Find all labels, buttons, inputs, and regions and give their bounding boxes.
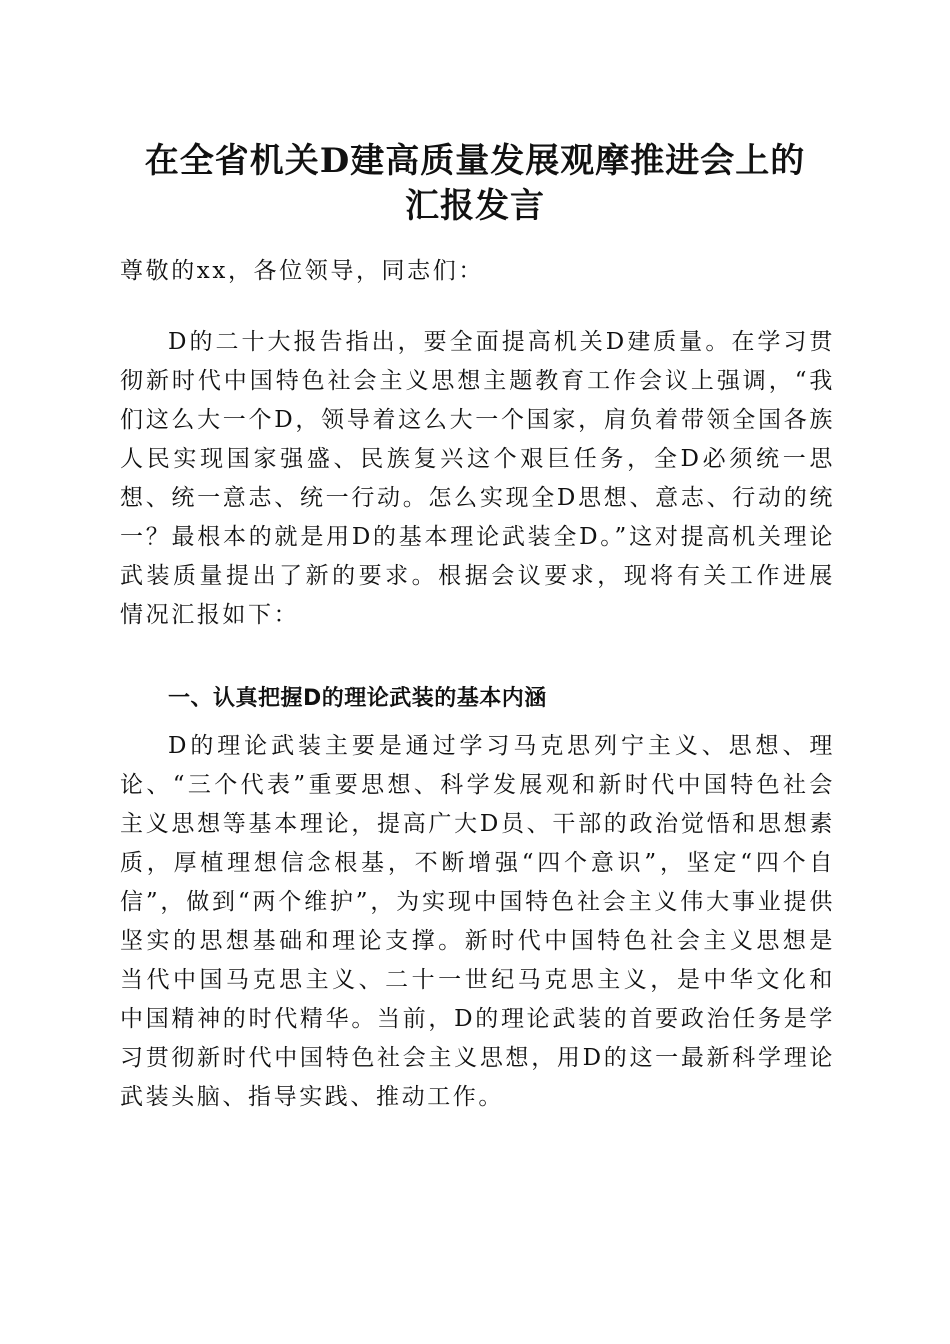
document-title-line-2: 汇报发言: [405, 186, 545, 226]
paragraph-section-1: D的理论武装主要是通过学习马克思列宁主义、思想、理论、“三个代表”重要思想、科学发展观和新时代中国特色社会主义思想等基本理论，提高广大D员、干部的政治觉悟和思想素质，厚植理想信念根基，不断增强“四个意识”，坚定“四个自信”，做到“两个维护”，为实现中国特色社会主义伟大事业提供坚实的思想基础和理论支撑。新时代中国特色社会主义思想是当代中国马克思主义、二十一世纪马克思主义，是中华文化和中国精神的时代精华。当前，D的理论武装的首要政治任务是学习贯彻新时代中国特色社会主义思想，用D的这一最新科学理论武装头脑、指导实践、推动工作。: [120, 733, 835, 1110]
section-heading-1: 一、认真把握D的理论武装的基本内涵: [168, 686, 547, 711]
salutation: 尊敬的xx，各位领导，同志们：: [120, 258, 484, 284]
document-title-line-1: 在全省机关D建高质量发展观摩推进会上的: [144, 141, 806, 181]
paragraph-intro: D的二十大报告指出，要全面提高机关D建质量。在学习贯彻新时代中国特色社会主义思想主题教育工作会议上强调，“我们这么大一个D，领导着这么大一个国家，肩负着带领全国各族人民实现国家强盛、民族复兴这个艰巨任务，全D必须统一思想、统一意志、统一行动。怎么实现全D思想、意志、行动的统一？最根本的就是用D的基本理论武装全D。”这对提高机关理论武装质量提出了新的要求。根据会议要求，现将有关工作进展情况汇报如下：: [120, 329, 835, 628]
